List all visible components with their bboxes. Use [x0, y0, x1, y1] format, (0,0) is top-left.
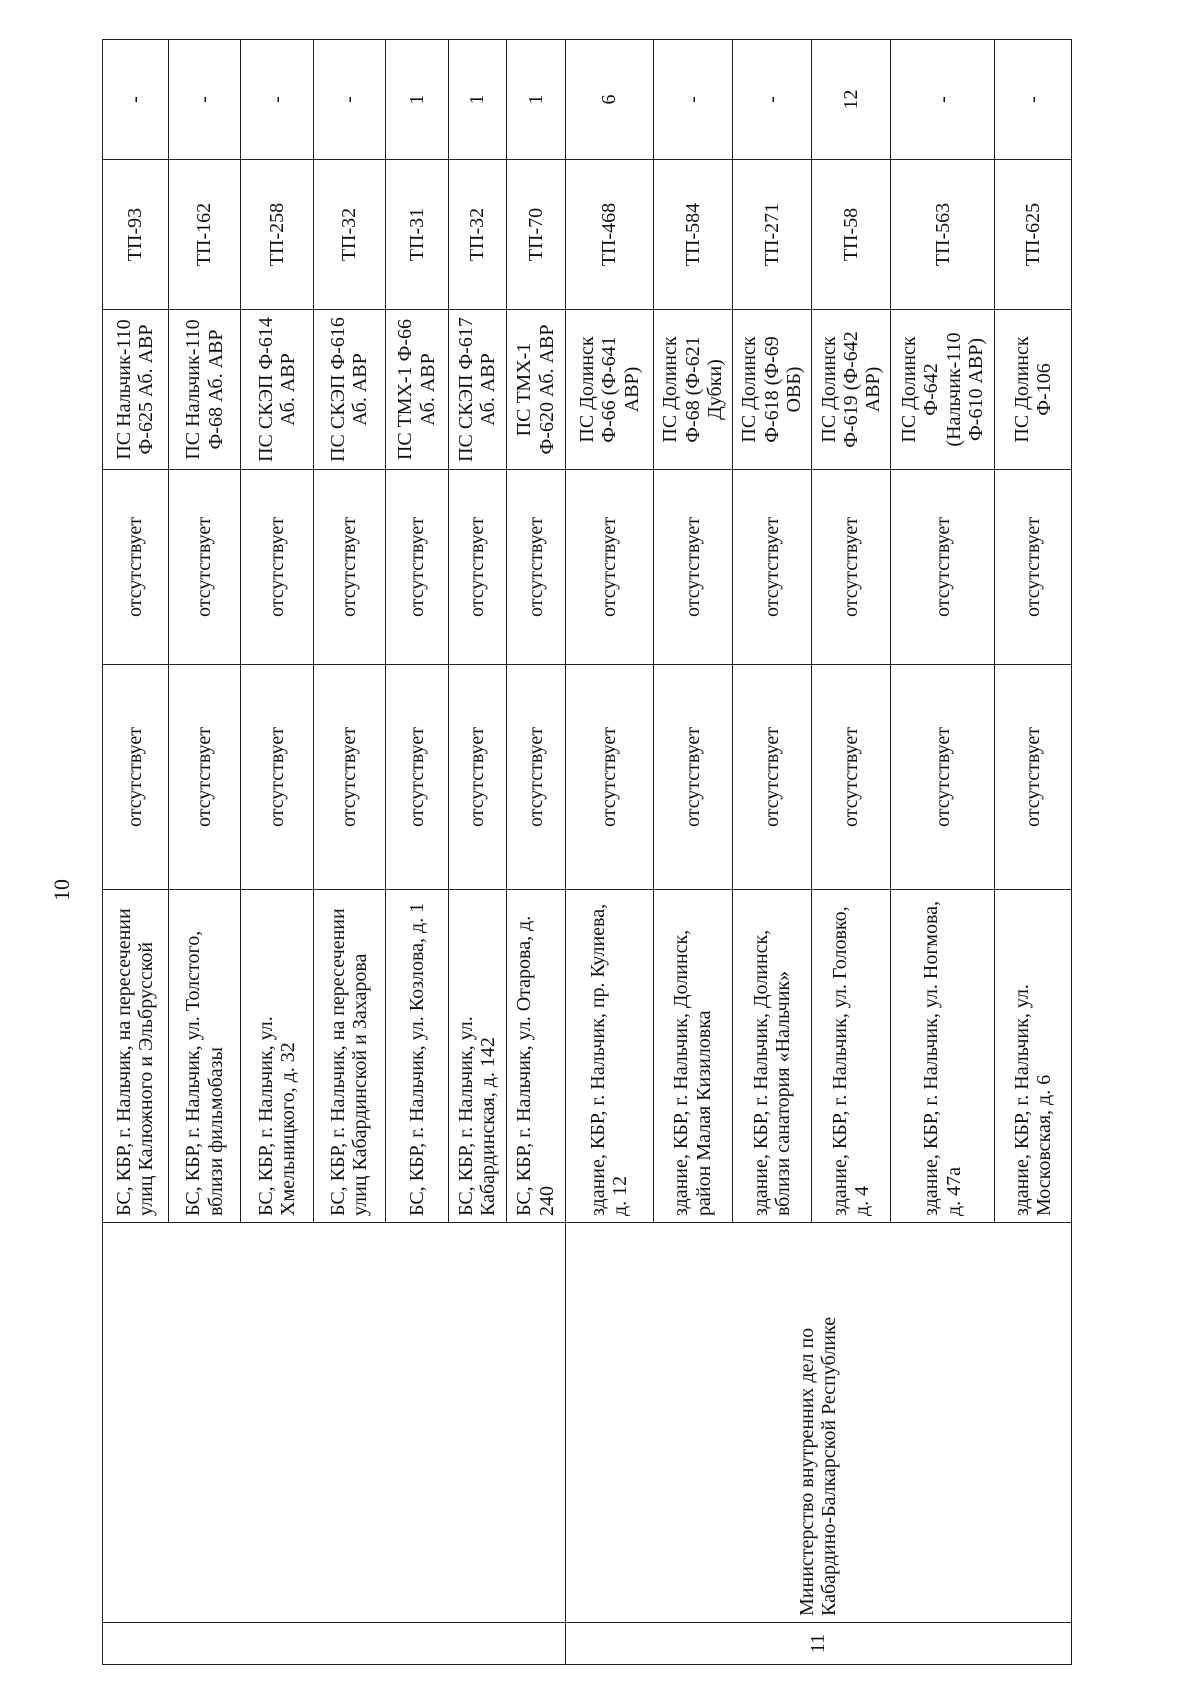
substation-cell: ПС Долинск Ф-66 (Ф-641 АВР): [565, 310, 653, 470]
count-cell: 1: [448, 40, 506, 160]
location-cell: БС, КБР, г. Нальчик, ул. Хмельницкого, д. 32: [241, 890, 313, 1223]
col-b-cell: отсутствует: [241, 470, 313, 665]
col-a-cell: отсутствует: [891, 665, 995, 890]
col-b-cell: отсутствует: [732, 470, 811, 665]
count-cell: -: [995, 40, 1072, 160]
count-cell: 6: [565, 40, 653, 160]
col-b-cell: отсутствует: [168, 470, 240, 665]
tp-cell: ТП-584: [653, 160, 732, 310]
col-b-cell: отсутствует: [891, 470, 995, 665]
substation-cell: ПС Долинск Ф-619 (Ф-642 АВР): [812, 310, 891, 470]
table-row: [103, 40, 169, 1665]
count-cell: -: [103, 40, 169, 160]
org-number-cell-empty: [103, 1623, 566, 1665]
col-a-cell: отсутствует: [168, 665, 240, 890]
location-cell: здание, КБР, г. Нальчик, пр. Кулиева, д. 12: [565, 890, 653, 1223]
org-number-cell: 11: [565, 1623, 1071, 1665]
col-a-cell: отсутствует: [995, 665, 1072, 890]
tp-cell: ТП-93: [103, 160, 169, 310]
table-row: [565, 40, 653, 1665]
location-cell: БС, КБР, г. Нальчик, ул. Козлова, д. 1: [386, 890, 449, 1223]
tp-cell: ТП-468: [565, 160, 653, 310]
count-cell: -: [168, 40, 240, 160]
col-b-cell: отсутствует: [995, 470, 1072, 665]
col-a-cell: отсутствует: [565, 665, 653, 890]
substation-cell: ПС Нальчик-110 Ф-68 Аб. АВР: [168, 310, 240, 470]
substation-cell: ПС Долинск Ф-106: [995, 310, 1072, 470]
tp-cell: ТП-32: [313, 160, 385, 310]
rotated-table-container: [102, 40, 1072, 1665]
col-a-cell: отсутствует: [812, 665, 891, 890]
tp-cell: ТП-70: [506, 160, 565, 310]
count-cell: -: [653, 40, 732, 160]
col-b-cell: отсутствует: [565, 470, 653, 665]
location-cell: БС, КБР, г. Нальчик, на пересечении улиц Кабардинской и Захарова: [313, 890, 385, 1223]
col-a-cell: отсутствует: [241, 665, 313, 890]
count-cell: 1: [386, 40, 449, 160]
substation-cell: ПС СКЭП Ф-614 Аб. АВР: [241, 310, 313, 470]
col-b-cell: отсутствует: [812, 470, 891, 665]
tp-cell: ТП-563: [891, 160, 995, 310]
substation-cell: ПС ТМХ-1 Ф-620 Аб. АВР: [506, 310, 565, 470]
location-cell: здание, КБР, г. Нальчик, Долинск, район Малая Кизиловка: [653, 890, 732, 1223]
tp-cell: ТП-258: [241, 160, 313, 310]
col-a-cell: отсутствует: [386, 665, 449, 890]
col-b-cell: отсутствует: [386, 470, 449, 665]
col-a-cell: отсутствует: [506, 665, 565, 890]
count-cell: -: [241, 40, 313, 160]
col-a-cell: отсутствует: [732, 665, 811, 890]
count-cell: 1: [506, 40, 565, 160]
col-a-cell: отсутствует: [313, 665, 385, 890]
count-cell: 12: [812, 40, 891, 160]
count-cell: -: [313, 40, 385, 160]
location-cell: БС, КБР, г. Нальчик, ул. Толстого, вблизи фильмобазы: [168, 890, 240, 1223]
location-cell: здание, КБР, г. Нальчик, Долинск, вблизи санатория «Нальчик»: [732, 890, 811, 1223]
substation-cell: ПС Нальчик-110 Ф-625 Аб. АВР: [103, 310, 169, 470]
col-a-cell: отсутствует: [448, 665, 506, 890]
location-cell: здание, КБР, г. Нальчик, ул. Московская, д. 6: [995, 890, 1072, 1223]
location-cell: БС, КБР, г. Нальчик, на пересечении улиц Калюжного и Эльбрусской: [103, 890, 169, 1223]
page-number: 10: [49, 879, 74, 901]
tp-cell: ТП-625: [995, 160, 1072, 310]
col-b-cell: отсутствует: [448, 470, 506, 665]
count-cell: -: [732, 40, 811, 160]
col-a-cell: отсутствует: [653, 665, 732, 890]
substation-cell: ПС ТМХ-1 Ф-66 Аб. АВР: [386, 310, 449, 470]
tp-cell: ТП-271: [732, 160, 811, 310]
substation-cell: ПС СКЭП Ф-616 Аб. АВР: [313, 310, 385, 470]
tp-cell: ТП-162: [168, 160, 240, 310]
location-cell: БС, КБР, г. Нальчик, ул. Кабардинская, д. 142: [448, 890, 506, 1223]
col-a-cell: отсутствует: [103, 665, 169, 890]
document-table: [102, 39, 1072, 1665]
col-b-cell: отсутствует: [653, 470, 732, 665]
location-cell: здание, КБР, г. Нальчик, ул. Ногмова, д. 47а: [891, 890, 995, 1223]
location-cell: БС, КБР, г. Нальчик, ул. Отарова, д. 240: [506, 890, 565, 1223]
tp-cell: ТП-58: [812, 160, 891, 310]
count-cell: -: [891, 40, 995, 160]
tp-cell: ТП-31: [386, 160, 449, 310]
substation-cell: ПС Долинск Ф-68 (Ф-621 Дубки): [653, 310, 732, 470]
org-cell-empty: [103, 1223, 566, 1623]
substation-cell: ПС Долинск Ф-618 (Ф-69 ОВБ): [732, 310, 811, 470]
col-b-cell: отсутствует: [313, 470, 385, 665]
tp-cell: ТП-32: [448, 160, 506, 310]
substation-cell: ПС СКЭП Ф-617 Аб. АВР: [448, 310, 506, 470]
organization-cell: Министерство внутренних дел по Кабардино-Балкарской Республике: [565, 1223, 1071, 1623]
col-b-cell: отсутствует: [103, 470, 169, 665]
substation-cell: ПС Долинск Ф-642 (Нальчик-110 Ф-610 АВР): [891, 310, 995, 470]
location-cell: здание, КБР, г. Нальчик, ул. Головко, д. 4: [812, 890, 891, 1223]
col-b-cell: отсутствует: [506, 470, 565, 665]
